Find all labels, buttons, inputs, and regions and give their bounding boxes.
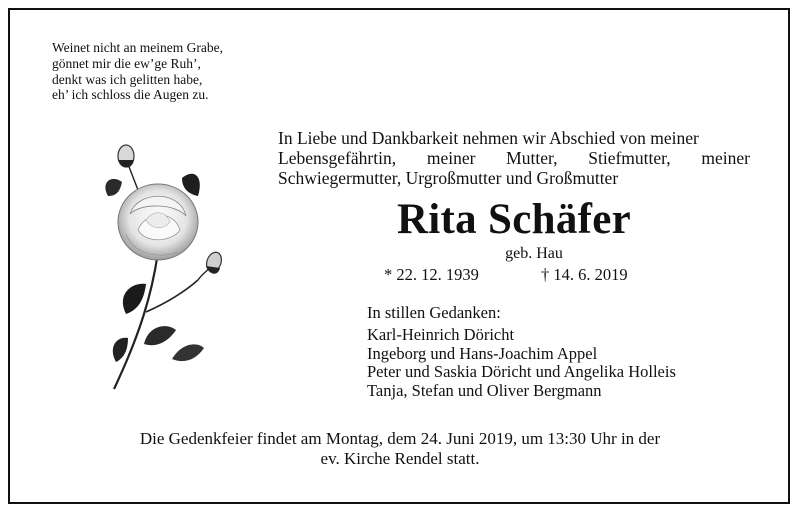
announcement-line: Die Gedenkfeier findet am Montag, dem 24. Juni 2019, um 13:30 Uhr in der (139, 429, 661, 448)
farewell-line: Lebensgefährtin, meiner Mutter, Stiefmutter, meiner (278, 148, 750, 168)
memorial-announcement (60, 429, 740, 469)
poem-line: eh’ ich schloss die Augen zu. (52, 87, 209, 103)
birth-date: * 22. 12. 1939 (384, 265, 479, 284)
poem (52, 40, 292, 103)
poem-line: Weinet nicht an meinem Grabe, (52, 40, 223, 55)
mourner-name: Tanja, Stefan und Oliver Bergmann (367, 381, 602, 401)
poem-line: gönnet mir die ew’ge Ruh’, (52, 55, 201, 71)
mourners-heading: In stillen Gedanken: (367, 303, 501, 322)
farewell-line: Schwiegermutter, Urgroßmutter und Großmutter (278, 168, 619, 188)
birth-name: geb. Hau (505, 245, 563, 262)
mourner-name: Peter und Saskia Döricht und Angelika Holleis (367, 362, 676, 382)
mourner-name: Karl-Heinrich Döricht (367, 324, 515, 344)
mourner-name: Ingeborg und Hans-Joachim Appel (367, 343, 598, 363)
poem-line: denkt was ich gelitten habe, (52, 71, 203, 87)
farewell-line: In Liebe und Dankbarkeit nehmen wir Abschied von meiner (278, 128, 699, 148)
deceased-name: Rita Schäfer (396, 196, 632, 243)
announcement-line: ev. Kirche Rendel statt. (320, 449, 480, 468)
rose-icon (86, 134, 236, 396)
death-date: † 14. 6. 2019 (541, 265, 628, 284)
farewell-text (278, 128, 750, 188)
mourners-list (367, 304, 676, 401)
